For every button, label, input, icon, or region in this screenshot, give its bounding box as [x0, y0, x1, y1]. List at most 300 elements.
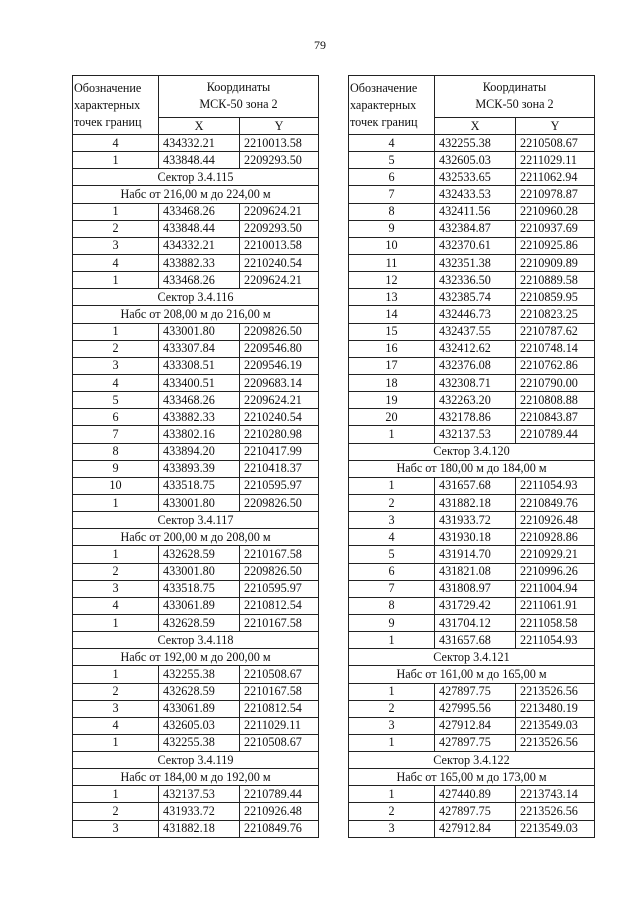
table-row — [349, 169, 595, 186]
table-row — [73, 477, 319, 494]
point-id-cell: 1 — [73, 614, 159, 631]
table-row — [349, 289, 595, 306]
y-cell: 2210812.54 — [240, 700, 319, 717]
x-cell: 432308.71 — [435, 374, 516, 391]
table-row — [73, 152, 319, 169]
y-cell: 2209826.50 — [240, 494, 319, 511]
y-cell: 2210812.54 — [240, 597, 319, 614]
section-row — [73, 306, 319, 323]
section-row — [73, 169, 319, 186]
x-cell: 431882.18 — [159, 820, 240, 837]
y-cell: 2210508.67 — [516, 135, 595, 152]
section-row — [73, 289, 319, 306]
table-row — [73, 357, 319, 374]
y-cell: 2209826.50 — [240, 563, 319, 580]
section-row — [349, 769, 595, 786]
point-id-cell: 1 — [73, 666, 159, 683]
section-row — [349, 649, 595, 666]
section-label: Набс от 192,00 м до 200,00 м — [73, 649, 319, 666]
table-row — [349, 683, 595, 700]
point-id-cell: 2 — [349, 803, 435, 820]
point-id-cell: 1 — [349, 477, 435, 494]
table-row — [349, 392, 595, 409]
y-cell: 2211062.94 — [516, 169, 595, 186]
y-cell: 2211058.58 — [516, 614, 595, 631]
coordinates-table-left — [72, 75, 319, 838]
point-id-cell: 14 — [349, 306, 435, 323]
x-cell: 427440.89 — [435, 786, 516, 803]
y-cell: 2209624.21 — [240, 392, 319, 409]
point-id-cell: 2 — [73, 563, 159, 580]
table-row — [349, 614, 595, 631]
table-row — [349, 717, 595, 734]
header-coordinates-line: МСК-50 зона 2 — [199, 97, 278, 111]
x-cell: 431821.08 — [435, 563, 516, 580]
table-row — [349, 820, 595, 837]
table-row — [349, 272, 595, 289]
section-row — [349, 443, 595, 460]
x-cell: 432255.38 — [159, 666, 240, 683]
table-row — [349, 220, 595, 237]
section-row — [73, 512, 319, 529]
x-cell: 432255.38 — [435, 135, 516, 152]
header-coordinates — [435, 76, 595, 118]
table-body-left — [73, 135, 319, 838]
point-id-cell: 1 — [73, 494, 159, 511]
section-label: Набс от 184,00 м до 192,00 м — [73, 769, 319, 786]
table-row — [73, 580, 319, 597]
y-cell: 2210280.98 — [240, 426, 319, 443]
y-cell: 2210167.58 — [240, 683, 319, 700]
header-designation — [73, 76, 159, 135]
x-cell: 432178.86 — [435, 409, 516, 426]
header-coordinates-line: МСК-50 зона 2 — [475, 97, 554, 111]
y-cell: 2209826.50 — [240, 323, 319, 340]
point-id-cell: 4 — [349, 529, 435, 546]
point-id-cell: 18 — [349, 374, 435, 391]
coordinates-table-right — [348, 75, 595, 838]
point-id-cell: 1 — [349, 683, 435, 700]
y-cell: 2210748.14 — [516, 340, 595, 357]
y-cell: 2210849.76 — [516, 494, 595, 511]
y-cell: 2213549.03 — [516, 820, 595, 837]
point-id-cell: 2 — [73, 220, 159, 237]
header-designation-line: характерных — [350, 97, 417, 112]
table-row — [73, 614, 319, 631]
x-cell: 432370.61 — [435, 237, 516, 254]
y-cell: 2210909.89 — [516, 254, 595, 271]
table-row — [349, 357, 595, 374]
x-cell: 432336.50 — [435, 272, 516, 289]
x-cell: 432412.62 — [435, 340, 516, 357]
y-cell: 2213743.14 — [516, 786, 595, 803]
table-row — [73, 254, 319, 271]
point-id-cell: 6 — [73, 409, 159, 426]
table-row — [73, 597, 319, 614]
point-id-cell: 3 — [349, 717, 435, 734]
x-cell: 433848.44 — [159, 152, 240, 169]
y-cell: 2210167.58 — [240, 614, 319, 631]
y-cell: 2211029.11 — [516, 152, 595, 169]
y-cell: 2213526.56 — [516, 803, 595, 820]
y-cell: 2210823.25 — [516, 306, 595, 323]
table-row — [349, 374, 595, 391]
y-cell: 2210167.58 — [240, 546, 319, 563]
table-body-right — [349, 135, 595, 838]
table-row — [349, 477, 595, 494]
point-id-cell: 8 — [73, 443, 159, 460]
point-id-cell: 9 — [349, 614, 435, 631]
table-row — [349, 700, 595, 717]
x-cell: 433468.26 — [159, 203, 240, 220]
table-row — [349, 254, 595, 271]
point-id-cell: 20 — [349, 409, 435, 426]
section-label: Сектор 3.4.116 — [73, 289, 319, 306]
x-cell: 431704.12 — [435, 614, 516, 631]
x-cell: 432411.56 — [435, 203, 516, 220]
table-row — [73, 426, 319, 443]
section-row — [73, 632, 319, 649]
x-cell: 431657.68 — [435, 477, 516, 494]
point-id-cell: 4 — [73, 254, 159, 271]
point-id-cell: 17 — [349, 357, 435, 374]
x-cell: 432446.73 — [435, 306, 516, 323]
table-row — [349, 152, 595, 169]
point-id-cell: 7 — [349, 186, 435, 203]
y-cell: 2210937.69 — [516, 220, 595, 237]
x-cell: 431882.18 — [435, 494, 516, 511]
point-id-cell: 11 — [349, 254, 435, 271]
y-cell: 2210508.67 — [240, 666, 319, 683]
section-row — [73, 769, 319, 786]
x-cell: 432255.38 — [159, 734, 240, 751]
x-cell: 427912.84 — [435, 820, 516, 837]
y-cell: 2210978.87 — [516, 186, 595, 203]
y-cell: 2211004.94 — [516, 580, 595, 597]
section-label: Сектор 3.4.119 — [73, 752, 319, 769]
x-cell: 432605.03 — [435, 152, 516, 169]
point-id-cell: 3 — [73, 357, 159, 374]
y-cell: 2210013.58 — [240, 135, 319, 152]
x-cell: 431933.72 — [159, 803, 240, 820]
table-row — [73, 272, 319, 289]
y-cell: 2210595.97 — [240, 477, 319, 494]
y-cell: 2210925.86 — [516, 237, 595, 254]
point-id-cell: 2 — [349, 700, 435, 717]
y-cell: 2210240.54 — [240, 409, 319, 426]
x-cell: 431657.68 — [435, 632, 516, 649]
point-id-cell: 7 — [73, 426, 159, 443]
point-id-cell: 1 — [349, 786, 435, 803]
section-label: Сектор 3.4.120 — [349, 443, 595, 460]
x-cell: 433061.89 — [159, 700, 240, 717]
y-cell: 2209624.21 — [240, 272, 319, 289]
x-cell: 433882.33 — [159, 409, 240, 426]
y-cell: 2213480.19 — [516, 700, 595, 717]
section-label: Сектор 3.4.118 — [73, 632, 319, 649]
table-row — [349, 306, 595, 323]
y-cell: 2210928.86 — [516, 529, 595, 546]
y-cell: 2209293.50 — [240, 220, 319, 237]
x-cell: 433518.75 — [159, 580, 240, 597]
page-number: 79 — [314, 38, 326, 52]
point-id-cell: 4 — [73, 717, 159, 734]
x-cell: 433894.20 — [159, 443, 240, 460]
point-id-cell: 4 — [349, 135, 435, 152]
x-cell: 432605.03 — [159, 717, 240, 734]
x-cell: 433468.26 — [159, 392, 240, 409]
x-cell: 432376.08 — [435, 357, 516, 374]
x-cell: 433468.26 — [159, 272, 240, 289]
point-id-cell: 5 — [73, 392, 159, 409]
section-row — [349, 460, 595, 477]
table-row — [349, 135, 595, 152]
point-id-cell: 3 — [349, 512, 435, 529]
table-row — [349, 494, 595, 511]
section-label: Набс от 208,00 м до 216,00 м — [73, 306, 319, 323]
point-id-cell: 3 — [73, 580, 159, 597]
x-cell: 434332.21 — [159, 135, 240, 152]
x-cell: 432437.55 — [435, 323, 516, 340]
point-id-cell: 19 — [349, 392, 435, 409]
x-cell: 432628.59 — [159, 546, 240, 563]
table-row — [349, 632, 595, 649]
x-cell: 433400.51 — [159, 374, 240, 391]
y-cell: 2211054.93 — [516, 477, 595, 494]
y-cell: 2210843.87 — [516, 409, 595, 426]
point-id-cell: 10 — [349, 237, 435, 254]
y-cell: 2210762.86 — [516, 357, 595, 374]
section-row — [73, 649, 319, 666]
table-row — [73, 392, 319, 409]
table-row — [73, 803, 319, 820]
table-row — [349, 529, 595, 546]
x-cell: 433001.80 — [159, 494, 240, 511]
y-cell: 2210240.54 — [240, 254, 319, 271]
y-cell: 2209293.50 — [240, 152, 319, 169]
x-cell: 433001.80 — [159, 323, 240, 340]
x-cell: 432137.53 — [159, 786, 240, 803]
table-row — [73, 666, 319, 683]
point-id-cell: 1 — [349, 632, 435, 649]
point-id-cell: 1 — [349, 426, 435, 443]
y-cell: 2210013.58 — [240, 237, 319, 254]
x-cell: 427897.75 — [435, 683, 516, 700]
y-cell: 2211061.91 — [516, 597, 595, 614]
section-row — [349, 752, 595, 769]
header-coordinates — [159, 76, 319, 118]
y-cell: 2210418.37 — [240, 460, 319, 477]
y-cell: 2210789.44 — [240, 786, 319, 803]
header-designation-line: характерных — [74, 97, 141, 112]
table-row — [349, 203, 595, 220]
x-cell: 432628.59 — [159, 614, 240, 631]
point-id-cell: 3 — [349, 820, 435, 837]
point-id-cell: 5 — [349, 152, 435, 169]
y-cell: 2209683.14 — [240, 374, 319, 391]
x-cell: 433307.84 — [159, 340, 240, 357]
header-y: Y — [516, 118, 595, 135]
table-row — [349, 580, 595, 597]
y-cell: 2210508.67 — [240, 734, 319, 751]
x-cell: 432433.53 — [435, 186, 516, 203]
section-row — [73, 186, 319, 203]
y-cell: 2210929.21 — [516, 546, 595, 563]
section-label: Сектор 3.4.115 — [73, 169, 319, 186]
section-label: Набс от 180,00 м до 184,00 м — [349, 460, 595, 477]
table-row — [349, 512, 595, 529]
table-row — [349, 340, 595, 357]
point-id-cell: 13 — [349, 289, 435, 306]
y-cell: 2210926.48 — [240, 803, 319, 820]
y-cell: 2211054.93 — [516, 632, 595, 649]
y-cell: 2213526.56 — [516, 683, 595, 700]
point-id-cell: 1 — [73, 323, 159, 340]
point-id-cell: 1 — [73, 152, 159, 169]
point-id-cell: 7 — [349, 580, 435, 597]
x-cell: 432384.87 — [435, 220, 516, 237]
x-cell: 433848.44 — [159, 220, 240, 237]
y-cell: 2209624.21 — [240, 203, 319, 220]
y-cell: 2213526.56 — [516, 734, 595, 751]
point-id-cell: 2 — [349, 494, 435, 511]
section-row — [73, 752, 319, 769]
y-cell: 2210996.26 — [516, 563, 595, 580]
x-cell: 433308.51 — [159, 357, 240, 374]
x-cell: 433061.89 — [159, 597, 240, 614]
table-row — [73, 203, 319, 220]
section-label: Сектор 3.4.122 — [349, 752, 595, 769]
table-row — [349, 803, 595, 820]
point-id-cell: 4 — [73, 374, 159, 391]
y-cell: 2210859.95 — [516, 289, 595, 306]
y-cell: 2210849.76 — [240, 820, 319, 837]
header-x: X — [435, 118, 516, 135]
y-cell: 2210417.99 — [240, 443, 319, 460]
x-cell: 431914.70 — [435, 546, 516, 563]
y-cell: 2210889.58 — [516, 272, 595, 289]
table-row — [73, 374, 319, 391]
point-id-cell: 10 — [73, 477, 159, 494]
table-row — [349, 734, 595, 751]
table-row — [73, 563, 319, 580]
table-row — [349, 323, 595, 340]
x-cell: 432137.53 — [435, 426, 516, 443]
header-designation-line: точек границ — [350, 114, 418, 129]
point-id-cell: 4 — [73, 597, 159, 614]
point-id-cell: 2 — [73, 340, 159, 357]
table-row — [349, 786, 595, 803]
section-label: Набс от 216,00 м до 224,00 м — [73, 186, 319, 203]
table-row — [73, 135, 319, 152]
table-row — [73, 820, 319, 837]
section-row — [349, 666, 595, 683]
x-cell: 433001.80 — [159, 563, 240, 580]
point-id-cell: 2 — [73, 683, 159, 700]
x-cell: 431808.97 — [435, 580, 516, 597]
table-row — [349, 186, 595, 203]
table-row — [73, 443, 319, 460]
x-cell: 433893.39 — [159, 460, 240, 477]
x-cell: 431729.42 — [435, 597, 516, 614]
point-id-cell: 1 — [73, 546, 159, 563]
point-id-cell: 1 — [349, 734, 435, 751]
header-x: X — [159, 118, 240, 135]
point-id-cell: 9 — [349, 220, 435, 237]
y-cell: 2210789.44 — [516, 426, 595, 443]
header-coordinates-line: Координаты — [482, 80, 547, 94]
x-cell: 433518.75 — [159, 477, 240, 494]
point-id-cell: 16 — [349, 340, 435, 357]
x-cell: 434332.21 — [159, 237, 240, 254]
y-cell: 2211029.11 — [240, 717, 319, 734]
section-label: Сектор 3.4.121 — [349, 649, 595, 666]
table-row — [73, 683, 319, 700]
y-cell: 2210595.97 — [240, 580, 319, 597]
x-cell: 432263.20 — [435, 392, 516, 409]
point-id-cell: 1 — [73, 203, 159, 220]
table-row — [73, 237, 319, 254]
point-id-cell: 12 — [349, 272, 435, 289]
table-row — [73, 717, 319, 734]
table-row — [73, 220, 319, 237]
section-label: Набс от 200,00 м до 208,00 м — [73, 529, 319, 546]
y-cell: 2209546.80 — [240, 340, 319, 357]
y-cell: 2210808.88 — [516, 392, 595, 409]
x-cell: 433882.33 — [159, 254, 240, 271]
point-id-cell: 3 — [73, 820, 159, 837]
y-cell: 2210787.62 — [516, 323, 595, 340]
x-cell: 427897.75 — [435, 734, 516, 751]
y-cell: 2213549.03 — [516, 717, 595, 734]
table-row — [73, 546, 319, 563]
x-cell: 431930.18 — [435, 529, 516, 546]
table-row — [73, 734, 319, 751]
table-row — [73, 700, 319, 717]
x-cell: 427912.84 — [435, 717, 516, 734]
table-row — [73, 460, 319, 477]
point-id-cell: 1 — [73, 272, 159, 289]
x-cell: 431933.72 — [435, 512, 516, 529]
point-id-cell: 6 — [349, 563, 435, 580]
point-id-cell: 8 — [349, 597, 435, 614]
table-row — [349, 563, 595, 580]
x-cell: 433802.16 — [159, 426, 240, 443]
table-row — [349, 409, 595, 426]
table-row — [73, 340, 319, 357]
point-id-cell: 2 — [73, 803, 159, 820]
header-designation-line: Обозначение — [74, 80, 142, 95]
y-cell: 2210790.00 — [516, 374, 595, 391]
y-cell: 2209546.19 — [240, 357, 319, 374]
x-cell: 432628.59 — [159, 683, 240, 700]
header-coordinates-line: Координаты — [206, 80, 271, 94]
point-id-cell: 9 — [73, 460, 159, 477]
header-designation-line: Обозначение — [350, 80, 418, 95]
y-cell: 2210926.48 — [516, 512, 595, 529]
point-id-cell: 4 — [73, 135, 159, 152]
table-row — [349, 237, 595, 254]
point-id-cell: 1 — [73, 786, 159, 803]
x-cell: 427897.75 — [435, 803, 516, 820]
x-cell: 432351.38 — [435, 254, 516, 271]
section-label: Сектор 3.4.117 — [73, 512, 319, 529]
point-id-cell: 3 — [73, 237, 159, 254]
x-cell: 432385.74 — [435, 289, 516, 306]
table-row — [73, 786, 319, 803]
point-id-cell: 6 — [349, 169, 435, 186]
point-id-cell: 5 — [349, 546, 435, 563]
